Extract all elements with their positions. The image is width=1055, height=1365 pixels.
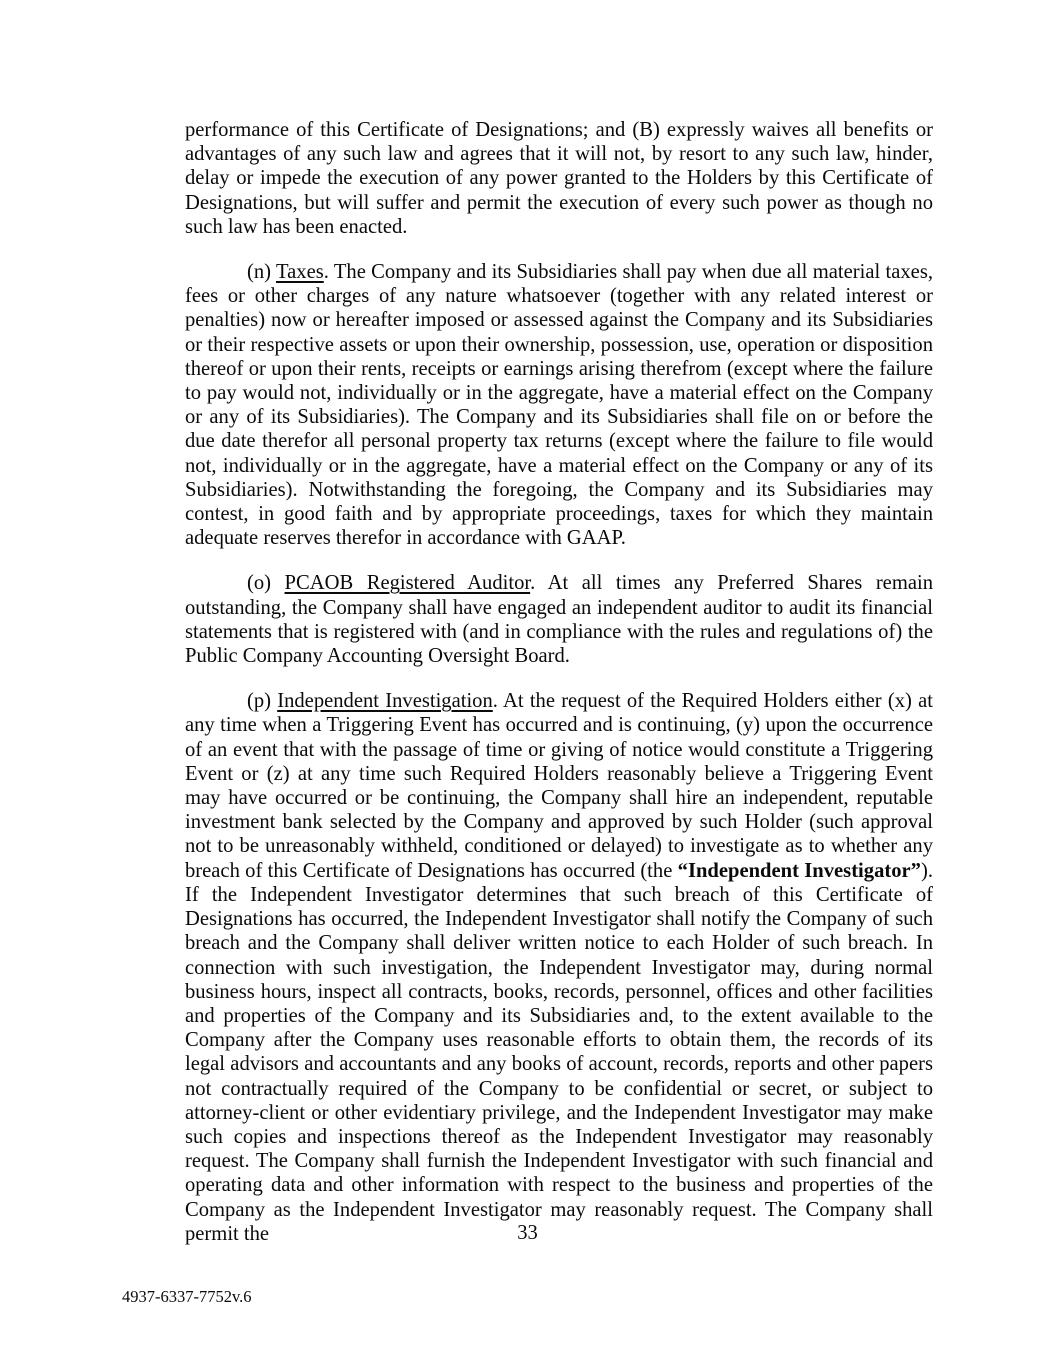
clause-p-heading: Independent Investigation (277, 690, 493, 713)
clause-n-heading: Taxes (275, 261, 324, 284)
clause-o-label: (o) (247, 572, 285, 595)
paragraph-o-pcaob-auditor (185, 571, 933, 668)
clause-p-label: (p) (247, 690, 278, 713)
document-body (185, 118, 933, 1246)
paragraph-p-independent-investigation (185, 689, 933, 1246)
defined-term-independent-investigator: “Independent Investigator” (677, 859, 921, 882)
clause-o-body: . At all times any Preferred Shares remain outstanding, the Company shall have engaged an independent auditor to audit its financial statements that is registered with (and in compliance with the rules and regulations of) the Public Company Accounting Oversight Board. (185, 572, 934, 668)
clause-n-label: (n) (247, 261, 276, 284)
page-number: 33 (517, 1222, 538, 1244)
clause-p-body-after-bold: ). If the Independent Investigator determines that such breach of this Certificate of Designations has occurred, the Independent Investigator shall notify the Company of such breach and the Company shall deliver written notice to each Holder of such breach. In connection with such investigation, the Independent Investigator may, during normal business hours, inspect all contracts, books, records, personnel, offices and other facilities and properties of the Company and its Subsidiaries and, to the extent available to the Company after the Company uses reasonable efforts to obtain them, the records of its legal advisors and accountants and any books of account, records, reports and other papers not contractually required of the Company to be confidential or secret, or subject to attorney-client or other evidentiary privilege, and the Independent Investigator may make such copies and inspections thereof as the Independent Investigator may reasonably request. The Company shall furnish the Independent Investigator with such financial and operating data and other information with respect to the business and properties of the Company as the Independent Investigator may reasonably request. The Company shall permit the (185, 859, 933, 1245)
clause-p-body-before-bold: . At the request of the Required Holders either (x) at any time when a Triggering Event has occurred and is continuing, (y) upon the occurrence of an event that with the passage of time or giving of notice would constitute a Triggering Event or (z) at any time such Required Holders reasonably believe a Triggering Event may have occurred or be continuing, the Company shall hire an independent, reputable investment bank selected by the Company and approved by such Holder (such approval not to be unreasonably withheld, conditioned or delayed) to investigate as to whether any breach of this Certificate of Designations has occurred (the (185, 690, 933, 882)
clause-n-body: . The Company and its Subsidiaries shall pay when due all material taxes, fees or other charges of any nature whatsoever (together with any related interest or penalties) now or hereafter imposed or assessed against the Company and its Subsidiaries or their respective assets or upon their ownership, possession, use, operation or disposition thereof or upon their rents, receipts or earnings arising therefrom (except where the failure to pay would not, individually or in the aggregate, have a material effect on the Company or any of its Subsidiaries). The Company and its Subsidiaries shall file on or before the due date therefor all personal property tax returns (except where the failure to file would not, individually or in the aggregate, have a material effect on the Company or any of its Subsidiaries). Notwithstanding the foregoing, the Company and its Subsidiaries may contest, in good faith and by appropriate proceedings, taxes for which they maintain adequate reserves therefor in accordance with GAAP. (185, 261, 933, 550)
paragraph-n-taxes (185, 260, 933, 550)
document-id-footer: 4937-6337-7752v.6 (122, 1287, 252, 1306)
clause-o-heading: PCAOB Registered Auditor (284, 572, 531, 595)
paragraph-continuation: performance of this Certificate of Designations; and (B) expressly waives all benefits or advantages of any such law and agrees that it will not, by resort to any such law, hinder, delay or impede the execution of any power granted to the Holders by this Certificate of Designations, but will suffer and permit the execution of every such power as though no such law has been enacted. (185, 119, 933, 238)
